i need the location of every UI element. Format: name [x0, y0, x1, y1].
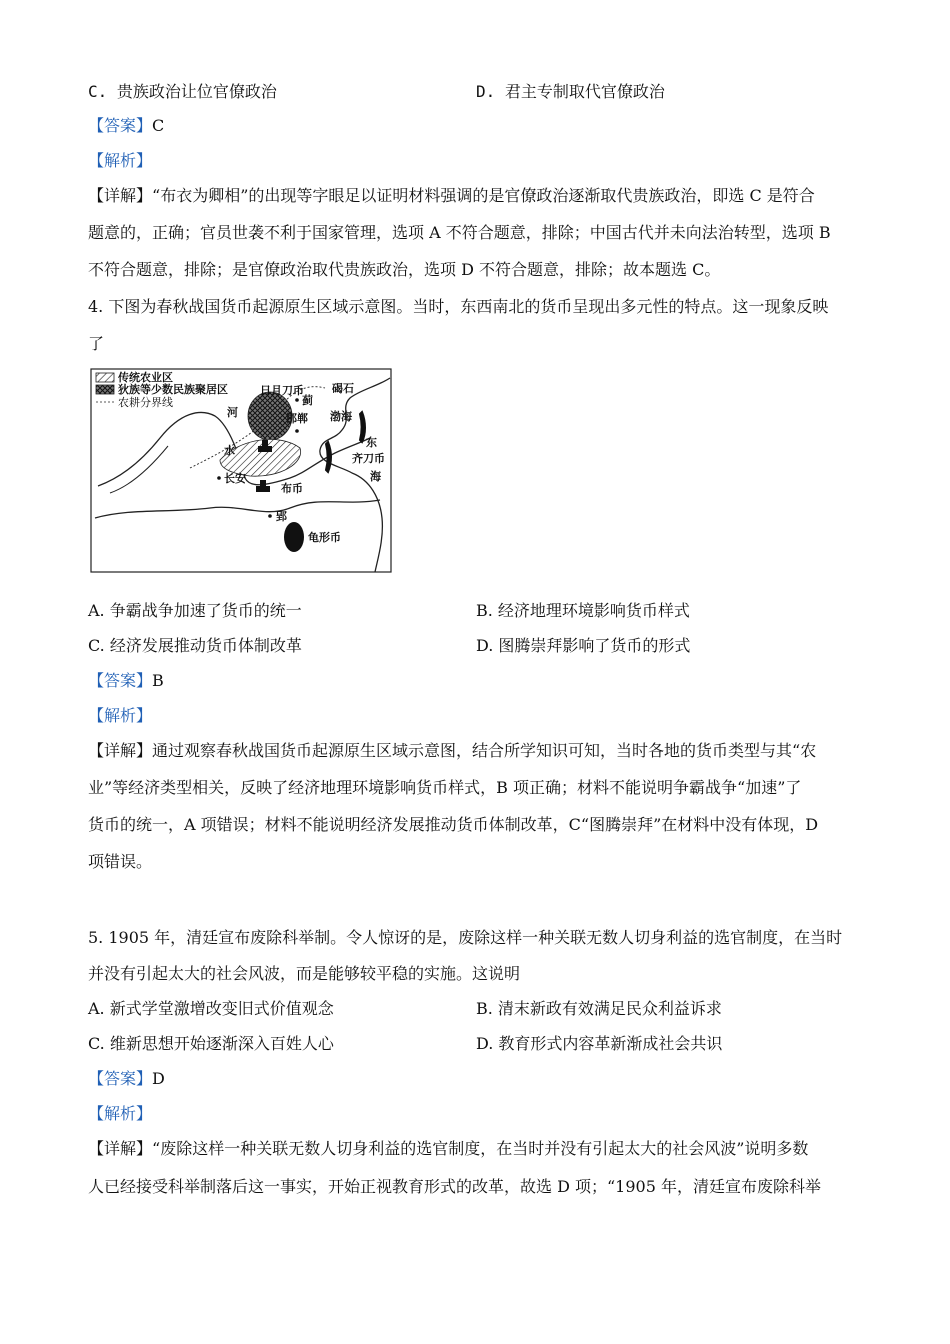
q4-stem-line-1: 4. 下图为春秋战国货币起源原生区域示意图。当时，东西南北的货币呈现出多元性的特点。这一现象反映: [88, 297, 829, 316]
detail-tag: 【详解】: [88, 741, 153, 760]
label-dong: 东: [366, 436, 377, 449]
q5-option-c[interactable]: C. 维新思想开始逐渐深入百姓人心: [88, 1034, 334, 1053]
q4-analysis-tag: 【解析】: [88, 706, 153, 725]
knife-coin-icon-qi: [326, 442, 331, 472]
label-shui: 水: [224, 444, 235, 457]
legend-minority-swatch: [96, 385, 114, 394]
label-qidao: 齐刀币: [352, 452, 385, 465]
q4-option-c[interactable]: C. 经济发展推动货币体制改革: [88, 636, 302, 655]
city-dot-handan: [295, 429, 299, 433]
city-dot-changan: [217, 476, 221, 480]
legend-agri-label: 传统农业区: [118, 371, 173, 384]
city-dot-ying: [268, 514, 272, 518]
q3-detail-line-1: 【详解】“布衣为卿相”的出现等字眼足以证明材料强调的是官僚政治逐渐取代贵族政治，即选 C 是符合: [88, 186, 815, 205]
label-ji: 蓟: [302, 394, 313, 407]
q4-option-a[interactable]: A. 争霸战争加速了货币的统一: [88, 601, 302, 620]
answer-tag: 【答案】: [88, 671, 153, 690]
q4-option-b[interactable]: B. 经济地理环境影响货币样式: [476, 601, 690, 620]
q4-detail-line-1: 【详解】通过观察春秋战国货币起源原生区域示意图，结合所学知识可知，当时各地的货币类型与其“农: [88, 741, 817, 760]
q3-answer-line: [88, 115, 164, 137]
ant-nose-coin-icon: [284, 522, 304, 552]
city-dot-ji: [295, 398, 299, 402]
q5-analysis-tag: 【解析】: [88, 1104, 153, 1123]
q4-stem-line-2: 了: [88, 334, 105, 353]
q5-answer: D: [152, 1069, 165, 1088]
q5-option-d[interactable]: D. 教育形式内容革新渐成社会共识: [476, 1034, 723, 1053]
q3-option-c[interactable]: C. 贵族政治让位官僚政治: [88, 82, 277, 101]
knife-coin-icon-east: [360, 412, 365, 442]
legend-agri-swatch: [96, 373, 114, 382]
answer-tag: 【答案】: [88, 116, 153, 135]
q5-option-a[interactable]: A. 新式学堂激增改变旧式价值观念: [88, 999, 334, 1018]
q3-option-d[interactable]: D. 君主专制取代官僚政治: [476, 82, 665, 101]
label-bubi: 布币: [281, 482, 303, 495]
q5-detail-line-1: 【详解】“废除这样一种关联无数人切身利益的选官制度，在当时并没有引起太大的社会风波”说明多数: [88, 1139, 809, 1158]
label-riyue: 日月刀币: [260, 384, 304, 397]
q3-analysis-tag: 【解析】: [88, 151, 153, 170]
label-ying: 郢: [276, 510, 287, 523]
q4-detail-line-2: 业”等经济类型相关，反映了经济地理环境影响货币样式，B 项正确；材料不能说明争霸战争“加速”了: [88, 778, 802, 797]
label-changan: 长安: [224, 472, 246, 485]
q4-option-d[interactable]: D. 图腾崇拜影响了货币的形式: [476, 636, 691, 655]
label-bohai: 渤海: [330, 410, 352, 423]
q5-detail-line-2: 人已经接受科举制落后这一事实，开始正视教育形式的改革，故选 D 项；“1905 年，清廷宣布废除科举: [88, 1177, 821, 1196]
label-guixing: 龟形币: [308, 531, 341, 544]
q3-answer: C: [152, 116, 165, 135]
detail-tag: 【详解】: [88, 186, 153, 205]
q3-detail-line-3: 不符合题意，排除；是官僚政治取代贵族政治，选项 D 不符合题意，排除；故本题选 C。: [88, 260, 721, 279]
label-hai: 海: [370, 470, 381, 483]
label-handan: 邯郸: [286, 412, 308, 425]
detail-tag: 【详解】: [88, 1139, 153, 1158]
q5-stem-line-2: 并没有引起太大的社会风波，而是能够较平稳的实施。这说明: [88, 964, 521, 983]
q3-detail-line-2: 题意的，正确；官员世袭不利于国家管理，选项 A 不符合题意，排除；中国古代并未向法治转型，选项 B: [88, 223, 831, 242]
q5-answer-line: [88, 1068, 165, 1090]
label-jieshi: 碣石: [332, 382, 354, 395]
answer-tag: 【答案】: [88, 1069, 153, 1088]
legend-line-label: 农耕分界线: [118, 396, 173, 409]
q4-answer: B: [152, 671, 164, 690]
q4-answer-line: [88, 670, 164, 692]
label-he: 河: [227, 406, 238, 419]
q5-stem-line-1: 5. 1905 年，清廷宣布废除科举制。令人惊讶的是，废除这样一种关联无数人切身利益的选官制度，在当时: [88, 928, 843, 947]
currency-origin-map: [90, 368, 392, 573]
legend-minority-label: 狄族等少数民族聚居区: [118, 383, 228, 396]
q4-detail-line-4: 项错误。: [88, 852, 153, 871]
q4-detail-line-3: 货币的统一，A 项错误；材料不能说明经济发展推动货币体制改革，C“图腾崇拜”在材料中没有体现，D: [88, 815, 819, 834]
q5-option-b[interactable]: B. 清末新政有效满足民众利益诉求: [476, 999, 722, 1018]
